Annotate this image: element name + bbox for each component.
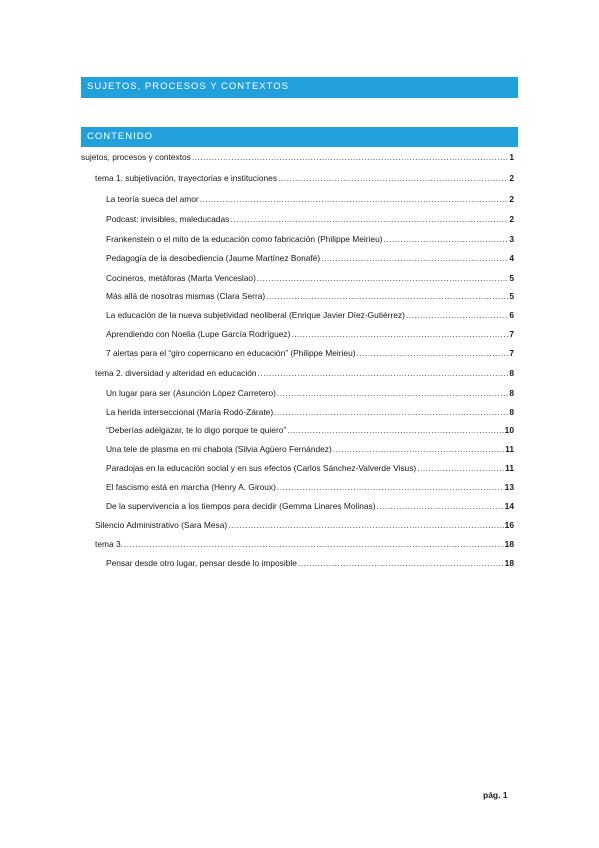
toc-leader-dots — [417, 462, 504, 474]
toc-entry-page: 14 — [504, 501, 514, 511]
toc-entry-title: Cocineros, metáforas (Marta Venceslao) — [106, 273, 256, 283]
toc-leader-dots — [124, 538, 504, 550]
toc-leader-dots — [274, 406, 508, 418]
toc-entry-page: 11 — [505, 463, 514, 473]
toc-entry[interactable] — [95, 172, 514, 184]
page-number: pág. 1 — [483, 790, 508, 800]
toc-leader-dots — [200, 193, 509, 205]
toc-leader-dots — [298, 557, 504, 569]
toc-leader-dots — [321, 252, 508, 264]
toc-entry-title: sujetos, procesos y contextos — [81, 152, 191, 162]
toc-entry[interactable] — [95, 519, 514, 531]
toc-leader-dots — [266, 290, 508, 302]
toc-leader-dots — [333, 443, 504, 455]
toc-entry-title: La teoría sueca del amor — [106, 194, 199, 204]
toc-entry[interactable] — [81, 151, 514, 163]
toc-entry-page: 7 — [509, 329, 514, 339]
toc-entry-page: 3 — [509, 234, 514, 244]
toc-entry[interactable] — [106, 387, 514, 399]
toc-entry-page: 6 — [509, 310, 514, 320]
toc-heading: CONTENIDO — [87, 131, 153, 142]
toc-entry-page: 8 — [509, 388, 514, 398]
toc-entry-title: La herida interseccional (María Rodó-Zárate) — [106, 407, 274, 417]
toc-entry-title: Una tele de plasma en mi chabola (Silvia Agüero Fernández) — [106, 444, 332, 454]
toc-entry-page: 5 — [509, 273, 514, 283]
toc-entry[interactable] — [95, 367, 514, 379]
toc-entry[interactable] — [106, 443, 514, 455]
toc-entry[interactable] — [106, 424, 514, 436]
toc-leader-dots — [192, 151, 508, 163]
toc-leader-dots — [257, 272, 508, 284]
section-title: SUJETOS, PROCESOS Y CONTEXTOS — [87, 81, 289, 92]
toc-entry[interactable] — [106, 252, 514, 264]
toc-leader-dots — [377, 500, 504, 512]
toc-entry-page: 4 — [509, 253, 514, 263]
toc-entry-title: Un lugar para ser (Asunción López Carretero) — [106, 388, 276, 398]
toc-entry[interactable] — [106, 328, 514, 340]
toc-entry-title: Aprendiendo con Noelia (Lupe García Rodríguez) — [106, 329, 291, 339]
toc-entry-title: “Deberías adelgazar, te lo digo porque te quiero” — [106, 425, 287, 435]
toc-entry-title: Pensar desde otro lugar, pensar desde lo imposible — [106, 558, 297, 568]
toc-entry-title: El fascismo está en marcha (Henry A. Giroux) — [106, 482, 276, 492]
toc-entry-page: 1 — [509, 152, 514, 162]
toc-entry[interactable] — [106, 272, 514, 284]
toc-entry-title: 7 alertas para el “giro copernicano en educación” (Philippe Meirieu) — [106, 348, 356, 358]
toc-entry-title: Pedagogía de la desobediencia (Jaume Martínez Bonafé) — [106, 253, 321, 263]
toc-entry[interactable] — [106, 462, 514, 474]
toc-leader-dots — [277, 387, 508, 399]
toc-leader-dots — [291, 328, 508, 340]
toc-entry-title: tema 2. diversidad y alteridad en educación — [95, 368, 257, 378]
toc-entry-page: 2 — [509, 194, 514, 204]
toc-entry-page: 8 — [509, 368, 514, 378]
toc-leader-dots — [278, 172, 508, 184]
toc-entry-title: Silencio Administrativo (Sara Mesa) — [95, 520, 228, 530]
toc-leader-dots — [384, 233, 509, 245]
toc-leader-dots — [357, 347, 509, 359]
toc-entry-page: 13 — [504, 482, 514, 492]
toc-entry[interactable] — [106, 347, 514, 359]
toc-entry[interactable] — [106, 193, 514, 205]
toc-leader-dots — [406, 309, 508, 321]
toc-entry-page: 2 — [509, 173, 514, 183]
section-title-band — [81, 77, 518, 98]
toc-heading-band — [81, 127, 518, 147]
toc-entry[interactable] — [106, 213, 514, 225]
toc-leader-dots — [277, 481, 504, 493]
toc-entry-title: Más allá de nosotras mismas (Clara Serra) — [106, 291, 266, 301]
toc-entry-page: 7 — [509, 348, 514, 358]
toc-leader-dots — [287, 424, 503, 436]
toc-entry-page: 18 — [504, 539, 514, 549]
toc-entry[interactable] — [106, 500, 514, 512]
toc-entry[interactable] — [106, 233, 514, 245]
toc-entry-page: 2 — [509, 214, 514, 224]
toc-entry-title: tema 1. subjetivación, trayectorias e instituciones — [95, 173, 278, 183]
toc-entry[interactable] — [106, 406, 514, 418]
toc-entry-title: De la supervivencia a los tiempos para decidir (Gemma Linares Molinas) — [106, 501, 376, 511]
toc-entry[interactable] — [106, 290, 514, 302]
toc-entry-page: 5 — [509, 291, 514, 301]
toc-entry-title: La educación de la nueva subjetividad neoliberal (Enrique Javier Díez-Gutiérrez) — [106, 310, 405, 320]
toc-entry[interactable] — [106, 481, 514, 493]
toc-entry-title: Paradojas en la educación social y en sus efectos (Carlos Sánchez-Valverde Visus) — [106, 463, 417, 473]
toc-entry-page: 16 — [504, 520, 514, 530]
toc-entry[interactable] — [95, 538, 514, 550]
toc-entry[interactable] — [106, 557, 514, 569]
toc-entry-title: Frankenstein o el mito de la educación como fabricación (Philippe Meirieu) — [106, 234, 383, 244]
toc-entry-page: 10 — [504, 425, 514, 435]
toc-entry-page: 11 — [505, 444, 514, 454]
toc-entry-page: 18 — [504, 558, 514, 568]
toc-entry[interactable] — [106, 309, 514, 321]
toc-leader-dots — [258, 367, 509, 379]
toc-entry-title: tema 3. — [95, 539, 123, 549]
toc-entry-title: Podcast: invisibles, maleducadas — [106, 214, 230, 224]
toc-entry-page: 8 — [509, 407, 514, 417]
toc-leader-dots — [230, 213, 508, 225]
toc-leader-dots — [228, 519, 503, 531]
